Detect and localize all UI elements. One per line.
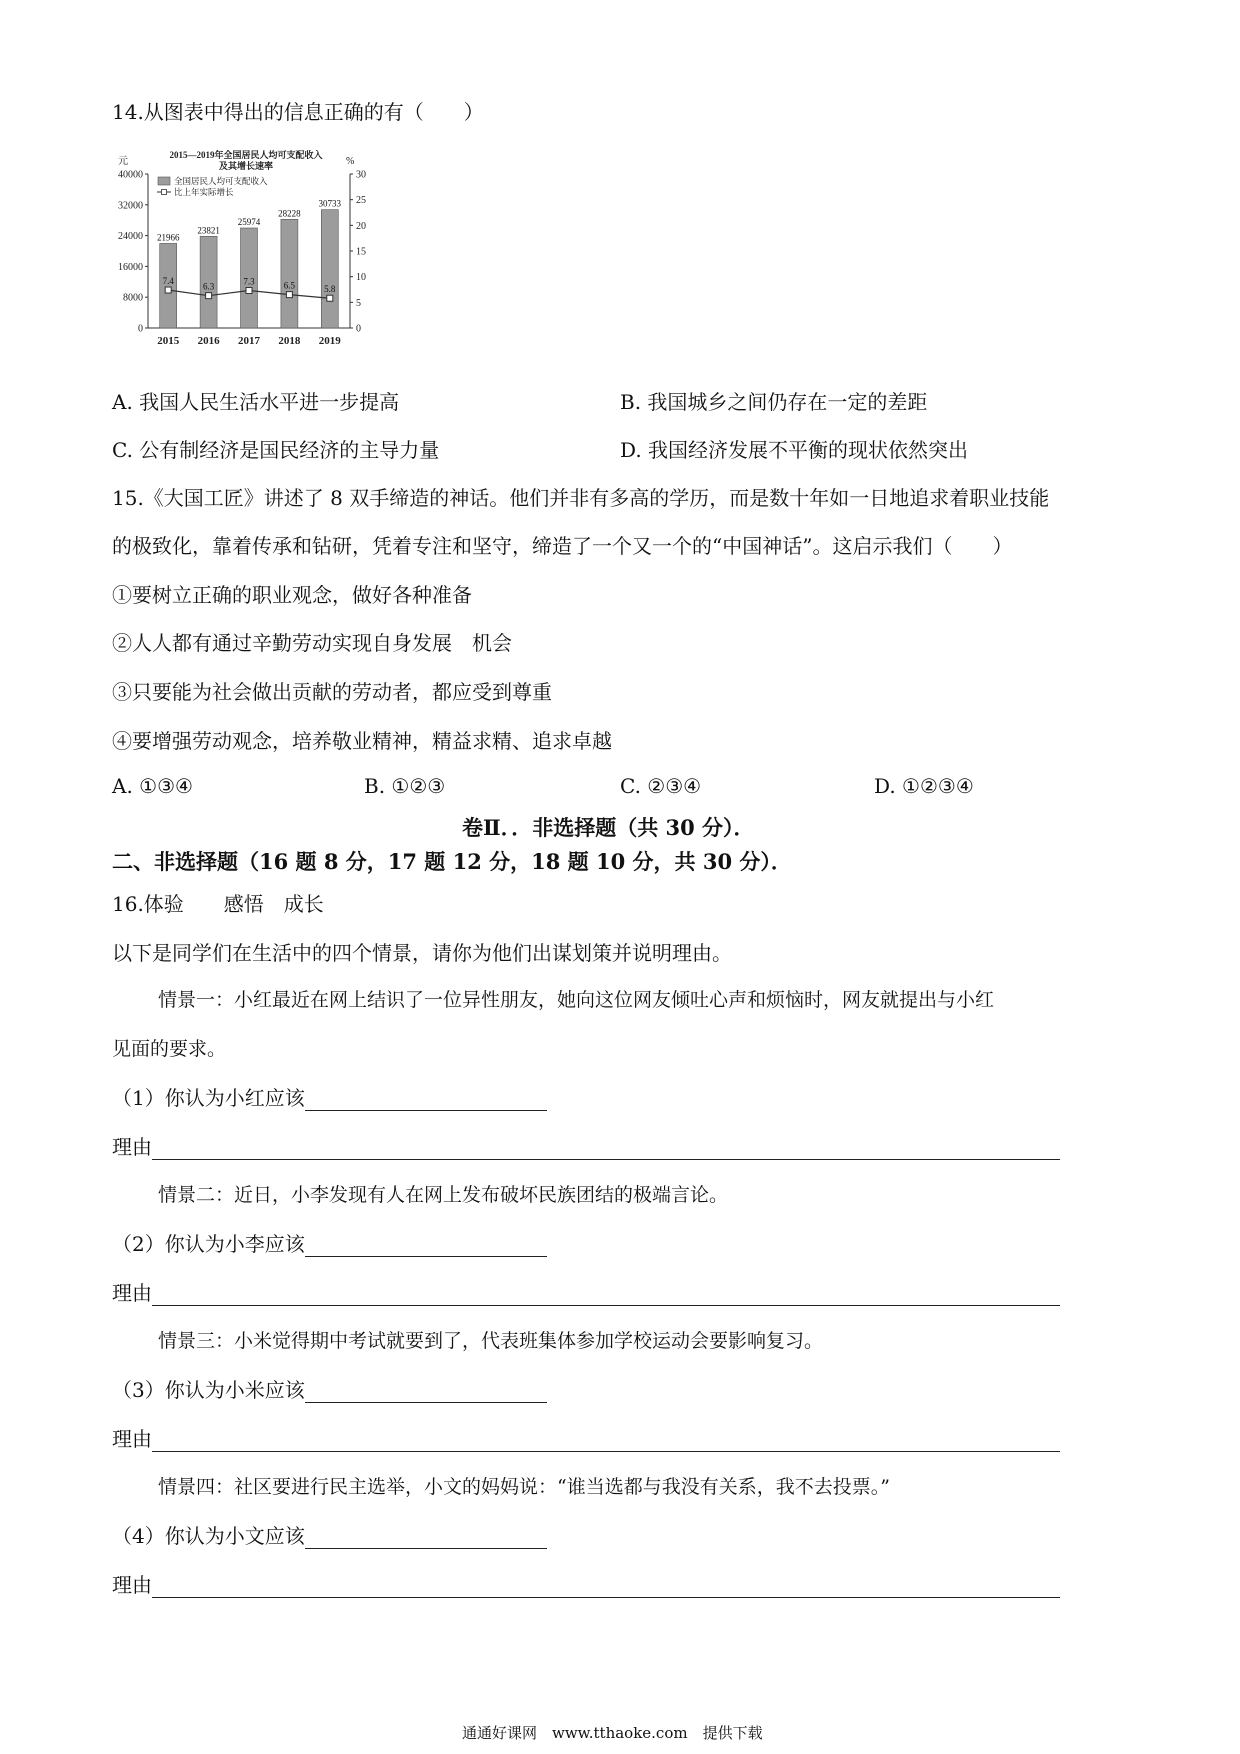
- volume-title: 卷Ⅱ．．非选择题（共 30 分）．: [462, 815, 755, 840]
- scenario-4-reason-label: 理由: [112, 1573, 152, 1597]
- legend-bar-swatch: [158, 177, 170, 185]
- scenario-3-reason-label: 理由: [112, 1427, 152, 1451]
- left-tick-label: 32000: [118, 200, 143, 212]
- growth-label: 6.5: [283, 280, 296, 291]
- x-tick-label: 2016: [197, 335, 220, 347]
- q15-item-1: ①要树立正确的职业观念，做好各种准备: [112, 583, 472, 607]
- income-bar-label: 21966: [156, 232, 180, 243]
- right-axis-unit: %: [346, 156, 355, 167]
- right-tick-label: 25: [356, 195, 366, 207]
- q15-item-2: ②人人都有通过辛勤劳动实现自身发展 机会: [112, 631, 512, 655]
- left-tick-label: 8000: [123, 292, 143, 304]
- x-tick-label: 2015: [157, 335, 180, 347]
- income-bar: [281, 219, 298, 328]
- left-tick-label: 0: [138, 323, 143, 335]
- q14-option-c: C. 公有制经济是国民经济的主导力量: [112, 438, 440, 462]
- right-tick-label: 20: [356, 220, 366, 232]
- legend-bar-label: 全国居民人均可支配收入: [174, 176, 268, 186]
- scenario-1-answer-blank[interactable]: [305, 1088, 547, 1111]
- chart-title-line: 2015—2019年全国居民人均可支配收入: [169, 150, 323, 160]
- scenario-4-text: 情景四：社区要进行民主选举，小文的妈妈说：“谁当选都与我没有关系，我不去投票。”: [158, 1476, 890, 1498]
- left-tick-label: 16000: [118, 261, 143, 273]
- q15-item-4: ④要增强劳动观念，培养敬业精神，精益求精、追求卓越: [112, 729, 612, 753]
- scenario-4-reason-blank[interactable]: [152, 1575, 1060, 1598]
- scenario-3-reason-blank[interactable]: [152, 1429, 1060, 1452]
- q16-title: 16.体验 感悟 成长: [112, 892, 324, 916]
- scenario-4-answer-blank[interactable]: [305, 1526, 547, 1549]
- scenario-2-answer-blank[interactable]: [305, 1234, 547, 1257]
- growth-point: [246, 288, 252, 294]
- income-bar-label: 25974: [237, 217, 261, 228]
- q16-intro: 以下是同学们在生活中的四个情景，请你为他们出谋划策并说明理由。: [112, 941, 732, 965]
- growth-point: [206, 293, 212, 299]
- q14-option-d: D. 我国经济发展不平衡的现状依然突出: [620, 438, 969, 462]
- chart-legend: [157, 176, 268, 197]
- legend-line-marker: [162, 190, 167, 195]
- income-bar-label: 30733: [318, 198, 342, 209]
- q15-option-d: D. ①②③④: [874, 774, 974, 798]
- scenario-1-text-cont: 见面的要求。: [112, 1038, 227, 1060]
- scenario-3-text: 情景三：小米觉得期中考试就要到了，代表班集体参加学校运动会要影响复习。: [158, 1330, 824, 1352]
- q15-stem-line1: 15.《大国工匠》讲述了 8 双手缔造的神话。他们并非有多高的学历，而是数十年如一日地追求着职业技能: [112, 486, 1050, 510]
- q14-stem: 14.从图表中得出的信息正确的有（ ）: [112, 100, 484, 124]
- x-tick-label: 2017: [238, 335, 260, 347]
- right-tick-label: 15: [356, 246, 366, 258]
- scenario-1-reason-label: 理由: [112, 1135, 152, 1159]
- income-chart: [108, 150, 408, 364]
- income-bar: [321, 210, 338, 328]
- growth-point: [327, 295, 333, 301]
- scenario-2-reason-blank[interactable]: [152, 1283, 1060, 1306]
- left-tick-label: 24000: [118, 231, 143, 243]
- growth-point: [165, 287, 171, 293]
- right-tick-label: 0: [356, 323, 361, 335]
- growth-label: 6.3: [202, 281, 215, 292]
- growth-label: 7.3: [243, 276, 255, 287]
- growth-point: [286, 292, 292, 298]
- q15-item-3: ③只要能为社会做出贡献的劳动者，都应受到尊重: [112, 680, 552, 704]
- q14-option-a: A. 我国人民生活水平进一步提高: [112, 390, 400, 414]
- x-tick-label: 2019: [318, 335, 341, 347]
- legend-line-label: 比上年实际增长: [174, 187, 234, 197]
- chart-bars: [157, 199, 342, 347]
- q15-option-a: A. ①③④: [112, 774, 193, 798]
- chart-title: [169, 150, 322, 171]
- scenario-1-text: 情景一：小红最近在网上结识了一位异性朋友，她向这位网友倾吐心声和烦恼时，网友就提出与小红: [158, 989, 995, 1011]
- footer-source: 通通好课网 www.tthaoke.com 提供下载: [462, 1724, 763, 1742]
- scenario-4-ask: （4）你认为小文应该: [112, 1524, 305, 1548]
- scenario-2-text: 情景二：近日，小李发现有人在网上发布破坏民族团结的极端言论。: [158, 1184, 729, 1206]
- q14-option-b: B. 我国城乡之间仍存在一定的差距: [620, 390, 928, 414]
- section-title: 二、非选择题（16 题 8 分，17 题 12 分，18 题 10 分，共 30 分）．: [112, 849, 792, 874]
- scenario-2-reason-label: 理由: [112, 1281, 152, 1305]
- left-axis-unit: 元: [118, 156, 128, 167]
- x-tick-label: 2018: [278, 335, 301, 347]
- left-tick-label: 40000: [118, 169, 143, 181]
- scenario-3-ask: （3）你认为小米应该: [112, 1378, 305, 1402]
- scenario-1-ask: （1）你认为小红应该: [112, 1086, 305, 1110]
- scenario-1-reason-blank[interactable]: [152, 1137, 1060, 1160]
- right-tick-label: 30: [356, 169, 366, 181]
- growth-label: 5.8: [324, 284, 336, 295]
- scenario-3-answer-blank[interactable]: [305, 1380, 547, 1403]
- right-tick-label: 10: [356, 272, 366, 284]
- chart-title-line: 及其增长速率: [218, 161, 274, 171]
- income-bar-label: 23821: [197, 225, 220, 236]
- income-bar-label: 28228: [278, 208, 301, 219]
- right-tick-label: 5: [356, 297, 361, 309]
- scenario-2-ask: （2）你认为小李应该: [112, 1232, 305, 1256]
- growth-label: 7.4: [162, 276, 174, 287]
- q15-stem-line2: 的极致化，靠着传承和钻研，凭着专注和坚守，缔造了一个又一个的“中国神话”。这启示我们（ ）: [112, 534, 1013, 558]
- q15-option-c: C. ②③④: [620, 774, 702, 798]
- q15-option-b: B. ①②③: [364, 774, 446, 798]
